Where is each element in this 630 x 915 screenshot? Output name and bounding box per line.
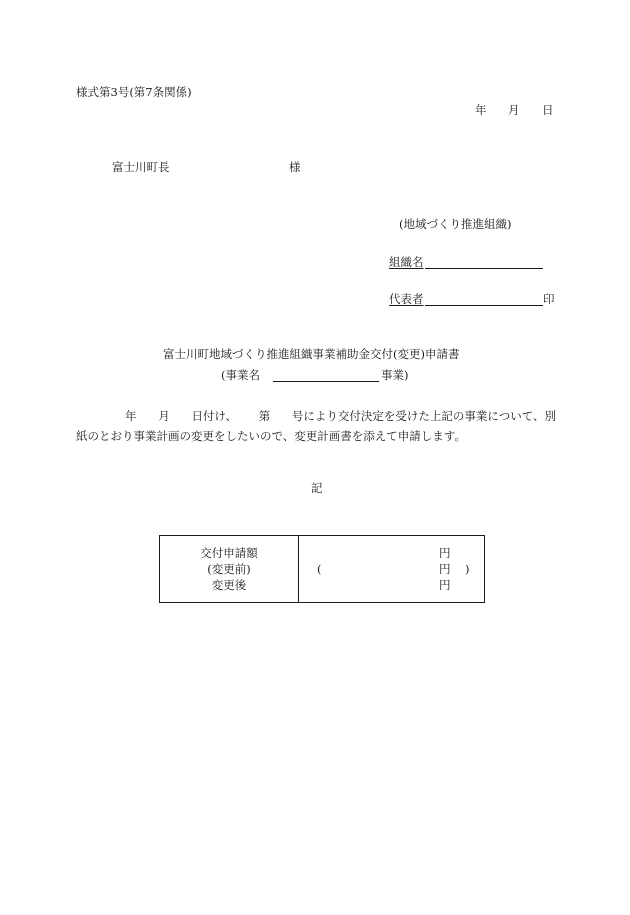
- body-number-prefix: 第: [258, 409, 271, 423]
- label-after-change: 変更後: [211, 578, 247, 592]
- amount-values-cell: [299, 536, 485, 603]
- date-month-label: 月: [508, 103, 520, 117]
- org-name-label: 組織名: [389, 255, 424, 269]
- paren-open: (: [317, 562, 322, 576]
- amount-labels-cell: [160, 536, 299, 603]
- addressee-name: 富士川町長: [112, 160, 170, 174]
- representative-label: 代表者: [389, 292, 424, 306]
- addressee-honorific: 様: [289, 160, 301, 174]
- body-text-rest: 号により交付決定を受けた上記の事業について、別: [291, 409, 556, 423]
- document-title: 富士川町地域づくり推進組織事業補助金交付(変更)申請書: [163, 347, 460, 361]
- form-number: 様式第3号(第7条関係): [76, 85, 192, 99]
- yen-unit: 円: [439, 562, 451, 576]
- representative-line: [425, 305, 543, 306]
- body-year: 年: [125, 409, 137, 423]
- table-row: [160, 536, 485, 603]
- paren-close: ): [465, 562, 470, 576]
- label-before-change: (変更前): [207, 562, 251, 576]
- yen-unit: 円: [439, 546, 451, 560]
- seal-mark: 印: [543, 292, 555, 306]
- value-row-after: [299, 577, 484, 593]
- note-mark: 記: [311, 481, 323, 495]
- body-line-1: [76, 406, 556, 426]
- amount-table: [159, 535, 485, 603]
- org-type-label: (地域づくり推進組織): [399, 217, 512, 231]
- body-paragraph: [76, 406, 556, 446]
- yen-unit: 円: [439, 578, 451, 592]
- project-name-suffix: 事業): [381, 368, 409, 382]
- body-line-2: 紙のとおり事業計画の変更をしたいので、変更計画書を添えて申請します。: [76, 429, 466, 443]
- body-month: 月: [158, 409, 170, 423]
- project-name-prefix: (事業名: [221, 368, 260, 382]
- label-application-amount: 交付申請額: [200, 546, 258, 560]
- date-day-label: 日: [542, 103, 554, 117]
- body-day: 日付け、: [191, 409, 237, 423]
- project-name-line: [273, 381, 379, 382]
- value-row-application: [299, 545, 484, 561]
- org-name-line: [425, 268, 543, 269]
- value-row-before: [299, 561, 484, 577]
- date-year-label: 年: [475, 103, 487, 117]
